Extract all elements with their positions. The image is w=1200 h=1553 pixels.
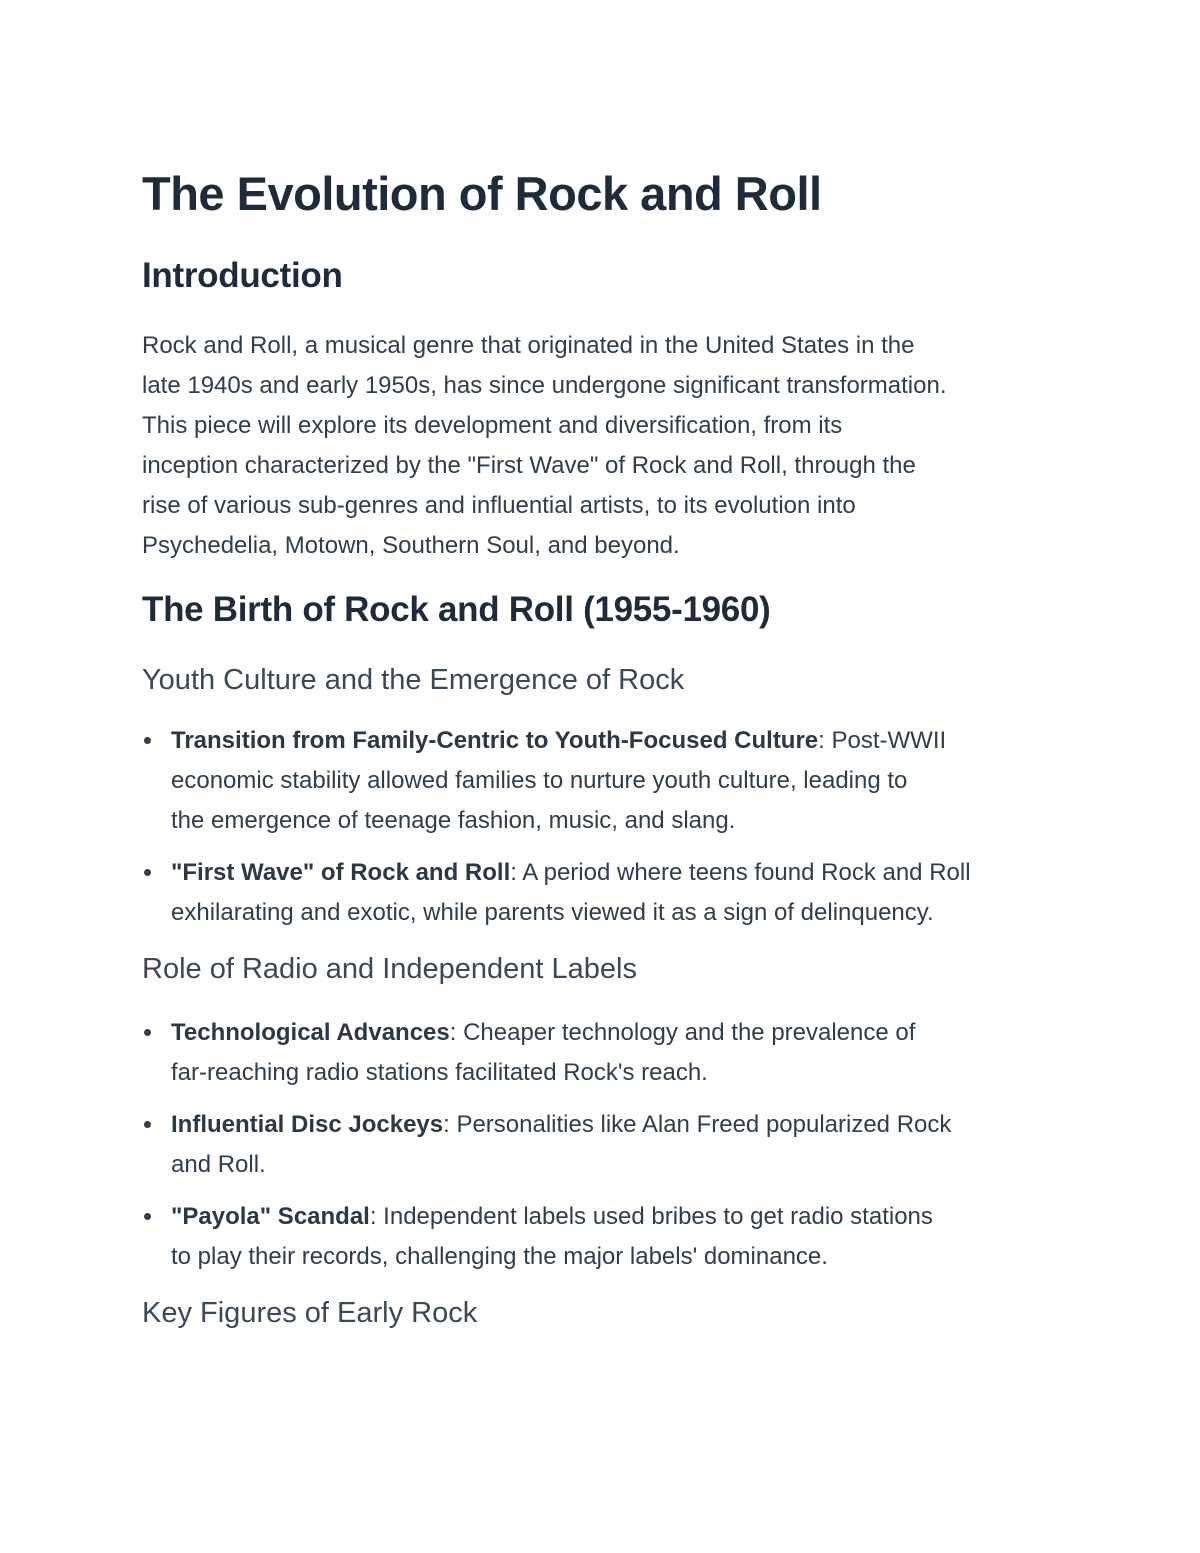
list-item-text: : Personalities like Alan Freed popularized Rock bbox=[443, 1111, 952, 1138]
list-item bbox=[142, 853, 1072, 933]
list-item-text: to play their records, challenging the major labels' dominance. bbox=[171, 1243, 828, 1270]
birth-section-heading: The Birth of Rock and Roll (1955-1960) bbox=[142, 590, 771, 629]
list-item bbox=[142, 1197, 1072, 1277]
bullet-icon bbox=[144, 1121, 151, 1128]
list-item bbox=[142, 1105, 1072, 1185]
paragraph-line: Psychedelia, Motown, Southern Soul, and beyond. bbox=[142, 532, 680, 559]
list-item-text: economic stability allowed families to nurture youth culture, leading to bbox=[171, 767, 908, 794]
paragraph-line: late 1940s and early 1950s, has since undergone significant transformation. bbox=[142, 372, 947, 399]
list-item-text: exhilarating and exotic, while parents viewed it as a sign of delinquency. bbox=[171, 899, 934, 926]
list-item-text: : Post-WWII bbox=[818, 727, 947, 754]
list-item-text: : Independent labels used bribes to get radio stations bbox=[369, 1203, 933, 1230]
bullet-icon bbox=[144, 1213, 151, 1220]
paragraph-line: This piece will explore its development and diversification, from its bbox=[142, 412, 843, 439]
paragraph-line: inception characterized by the "First Wave" of Rock and Roll, through the bbox=[142, 452, 916, 479]
list-item-term: "Payola" Scandal bbox=[171, 1203, 370, 1230]
bullet-icon bbox=[144, 869, 151, 876]
introduction-heading: Introduction bbox=[142, 256, 343, 295]
youth-culture-list bbox=[142, 721, 1072, 933]
key-figures-subheading: Key Figures of Early Rock bbox=[142, 1297, 478, 1329]
introduction-paragraph bbox=[142, 326, 1062, 566]
list-item-term: "First Wave" of Rock and Roll bbox=[171, 859, 511, 886]
list-item-text: : Cheaper technology and the prevalence of bbox=[449, 1019, 916, 1046]
paragraph-line: rise of various sub-genres and influential artists, to its evolution into bbox=[142, 492, 856, 519]
list-item-term: Influential Disc Jockeys bbox=[171, 1111, 444, 1138]
list-item bbox=[142, 1013, 1072, 1093]
paragraph-line: Rock and Roll, a musical genre that originated in the United States in the bbox=[142, 332, 915, 359]
list-item-text: the emergence of teenage fashion, music, and slang. bbox=[171, 807, 736, 834]
list-item-term: Technological Advances bbox=[171, 1019, 450, 1046]
bullet-icon bbox=[144, 737, 151, 744]
youth-culture-subheading: Youth Culture and the Emergence of Rock bbox=[142, 664, 685, 696]
radio-labels-list bbox=[142, 1013, 1072, 1277]
list-item-text: far-reaching radio stations facilitated Rock's reach. bbox=[171, 1059, 708, 1086]
list-item-term: Transition from Family-Centric to Youth-Focused Culture bbox=[171, 727, 819, 754]
bullet-icon bbox=[144, 1029, 151, 1036]
list-item-text: and Roll. bbox=[171, 1151, 266, 1178]
list-item-text: : A period where teens found Rock and Roll bbox=[510, 859, 971, 886]
document-title: The Evolution of Rock and Roll bbox=[142, 167, 822, 220]
list-item bbox=[142, 721, 1072, 841]
radio-labels-subheading: Role of Radio and Independent Labels bbox=[142, 953, 637, 985]
